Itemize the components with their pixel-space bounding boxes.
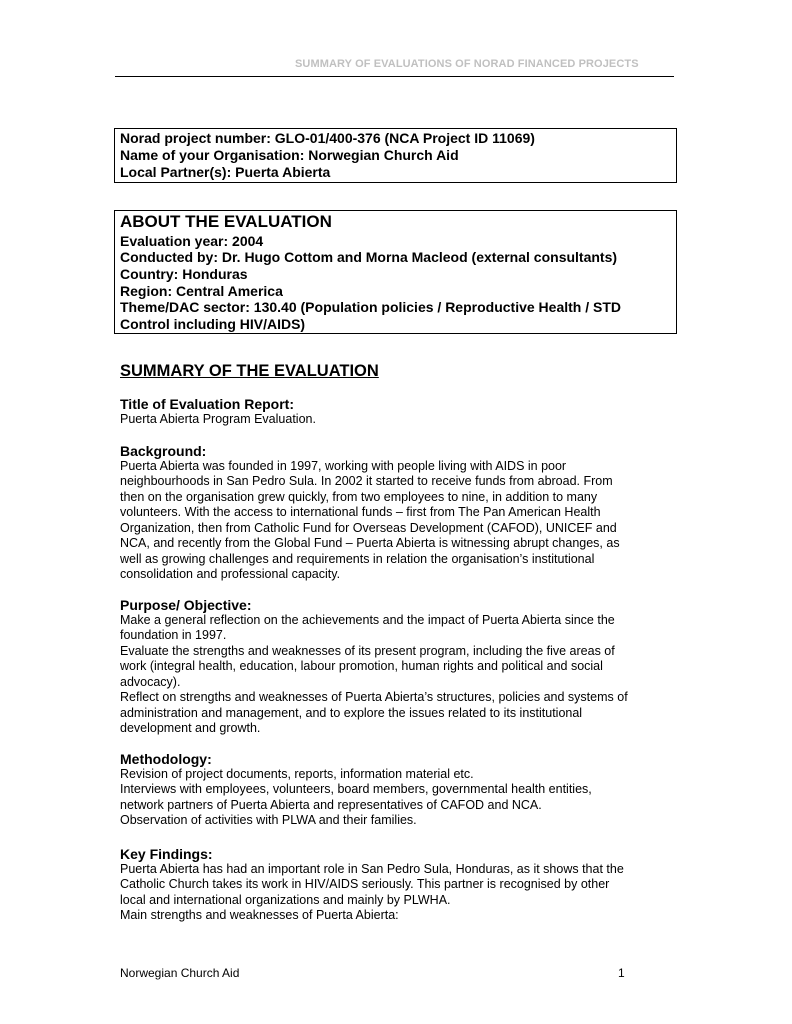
organisation-line: Name of your Organisation: Norwegian Church Aid [120, 147, 459, 163]
section-text-line: then on the organisation grew quickly, from two employees to nine, in addition to many [120, 490, 598, 504]
section-heading-purpose: Purpose/ Objective: [120, 597, 252, 613]
evaluation-year-line: Evaluation year: 2004 [120, 233, 264, 249]
section-text-line: Make a general reflection on the achievements and the impact of Puerta Abierta since the [120, 613, 615, 627]
section-text-line: Puerta Abierta has had an important role in San Pedro Sula, Honduras, as it shows that the [120, 862, 624, 876]
section-text-line: Catholic Church takes its work in HIV/AIDS seriously. This partner is recognised by other [120, 877, 610, 891]
section-text-line: Main strengths and weaknesses of Puerta Abierta: [120, 908, 399, 922]
section-text-line: Puerta Abierta was founded in 1997, working with people living with AIDS in poor [120, 459, 567, 473]
section-text-line: Observation of activities with PLWA and their families. [120, 813, 417, 827]
section-text-line: consolidation and professional capacity. [120, 567, 341, 581]
section-heading-key-findings: Key Findings: [120, 846, 213, 862]
header-rule [115, 76, 674, 77]
section-text-line: well as growing challenges and requirements in relation the organisation’s institutional [120, 552, 595, 566]
section-text-line: development and growth. [120, 721, 261, 735]
section-text-line: Reflect on strengths and weaknesses of Puerta Abierta’s structures, policies and systems of [120, 690, 628, 704]
section-text-line: volunteers. With the access to international funds – first from The Pan American Health [120, 505, 601, 519]
section-heading-background: Background: [120, 443, 207, 459]
section-text-line: advocacy). [120, 675, 181, 689]
theme-sector-line: Theme/DAC sector: 130.40 (Population policies / Reproductive Health / STD [120, 299, 621, 315]
section-text-line: Revision of project documents, reports, information material etc. [120, 767, 474, 781]
section-heading-methodology: Methodology: [120, 751, 212, 767]
theme-sector-line-cont: Control including HIV/AIDS) [120, 316, 306, 332]
section-text-line: NCA, and recently from the Global Fund – Puerta Abierta is witnessing abrupt changes, as [120, 536, 620, 550]
country-line: Country: Honduras [120, 266, 248, 282]
region-line: Region: Central America [120, 283, 283, 299]
section-text-line: Organization, then from Catholic Fund for Overseas Development (CAFOD), UNICEF and [120, 521, 617, 535]
project-number-line: Norad project number: GLO-01/400-376 (NCA Project ID 11069) [120, 130, 535, 146]
running-header: SUMMARY OF EVALUATIONS OF NORAD FINANCED PROJECTS [295, 58, 639, 70]
section-text-line: Evaluate the strengths and weaknesses of its present program, including the five areas of [120, 644, 615, 658]
evaluation-box-heading: ABOUT THE EVALUATION [120, 212, 332, 231]
local-partner-line: Local Partner(s): Puerta Abierta [120, 164, 331, 180]
section-text-line: local and international organizations and mainly by PLWHA. [120, 893, 451, 907]
section-text-line: Puerta Abierta Program Evaluation. [120, 412, 316, 426]
section-text-line: Interviews with employees, volunteers, board members, governmental health entities, [120, 782, 592, 796]
section-text-line: network partners of Puerta Abierta and representatives of CAFOD and NCA. [120, 798, 542, 812]
section-text-line: work (integral health, education, labour promotion, human rights and political and social [120, 659, 603, 673]
conducted-by-line: Conducted by: Dr. Hugo Cottom and Morna Macleod (external consultants) [120, 249, 618, 265]
section-text-line: neighbourhoods in San Pedro Sula. In 2002 it started to receive funds from abroad. From [120, 474, 613, 488]
footer-page-number: 1 [618, 966, 625, 980]
section-heading-title: Title of Evaluation Report: [120, 396, 294, 412]
section-text-line: foundation in 1997. [120, 628, 227, 642]
summary-title: SUMMARY OF THE EVALUATION [120, 362, 379, 380]
footer-organisation: Norwegian Church Aid [120, 966, 240, 980]
section-text-line: administration and management, and to explore the issues related to its institutional [120, 706, 583, 720]
